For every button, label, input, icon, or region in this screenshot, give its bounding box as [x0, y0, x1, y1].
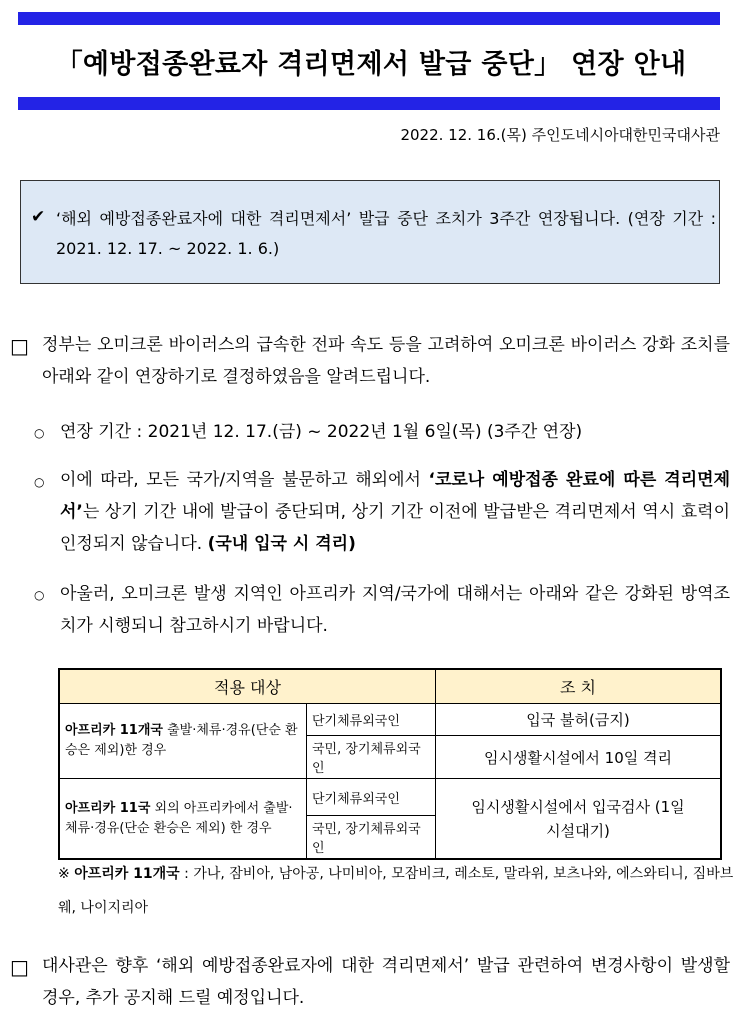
checkmark-icon: ✔ [31, 207, 46, 227]
circle-bullet-icon: ○ [34, 475, 45, 489]
top-blue-bar [18, 12, 720, 25]
group2-measure: 임시생활시설에서 입국검사 (1일 시설대기) [436, 779, 722, 860]
circle-bullet-icon: ○ [34, 588, 45, 602]
group2-type2: 국민, 장기체류외국인 [307, 816, 436, 860]
square-bullet-icon: □ [10, 955, 29, 979]
item2-bold-note: (국내 입국 시 격리) [207, 534, 356, 554]
footnote-text: : 가나, 잠비아, 남아공, 나미비아, 모잠비크, 레소토, 말라위, 보츠나와, 에스와티니, 짐바브웨, 나이지리아 [58, 866, 734, 916]
page-title: 「예방접종완료자 격리면제서 발급 중단」 연장 안내 [55, 49, 687, 80]
group1-type1: 단기체류외국인 [307, 704, 436, 736]
group2-label: 아프리카 11국 외의 아프리카에서 출발·체류·경유(단순 환승은 제외) 한 경우 [59, 779, 307, 860]
group1-label: 아프리카 11개국 출발·체류·경유(단순 환승은 제외)한 경우 [59, 704, 307, 779]
group1-type2: 국민, 장기체류외국인 [307, 736, 436, 779]
reference-mark: ※ [58, 866, 70, 882]
footnote [58, 857, 738, 925]
table-header-row [59, 669, 721, 704]
section1-text: 정부는 오미크론 바이러스의 급속한 전파 속도 등을 고려하여 오미크론 바이러스 강화 조치를 아래와 같이 연장하기로 결정하였음을 알려드립니다. [42, 335, 730, 387]
group1-measure2: 임시생활시설에서 10일 격리 [436, 736, 722, 779]
measures-table [58, 668, 722, 860]
item2-text-before: 이에 따라, 모든 국가/지역을 불문하고 해외에서 [60, 470, 429, 490]
notice-text: ‘해외 예방접종완료자에 대한 격리면제서’ 발급 중단 조치가 3주간 연장됩니다. (연장 기간 : 2021. 12. 17. ~ 2022. 1. 6.) [56, 209, 716, 258]
circle-bullet-icon: ○ [34, 426, 45, 440]
item3-text: 아울러, 오미크론 발생 지역인 아프리카 지역/국가에 대해서는 아래와 같은 강화된 방역조치가 시행되니 참고하시기 바랍니다. [60, 584, 730, 636]
item2-text-middle: 는 상기 기간 내에 발급이 중단되며, 상기 기간 이전에 발급받은 격리면제서 역시 효력이 인정되지 않습니다. [60, 502, 730, 554]
group1-measure1: 입국 불허(금지) [436, 704, 722, 736]
title-underline-bar [18, 97, 720, 110]
notice-box [20, 180, 720, 284]
group2-type1: 단기체류외국인 [307, 779, 436, 816]
dateline: 2022. 12. 16.(목) 주인도네시아대한민국대사관 [400, 126, 720, 144]
header-measure: 조 치 [436, 669, 722, 704]
square-bullet-icon: □ [10, 334, 29, 358]
table-row [59, 704, 721, 736]
item1-text: 연장 기간 : 2021년 12. 17.(금) ~ 2022년 1월 6일(목) (3주간 연장) [60, 422, 583, 442]
footnote-label: 아프리카 11개국 [74, 866, 180, 882]
section2-text: 대사관은 향후 ‘해외 예방접종완료자에 대한 격리면제서’ 발급 관련하여 변경사항이 발생할 경우, 추가 공지해 드릴 예정입니다. [42, 956, 730, 1008]
header-target: 적용 대상 [59, 669, 436, 704]
item2-text [60, 464, 730, 560]
item2-bold-term: ‘코로나 예방접종 완료에 따른 격리면제서’ [60, 470, 730, 522]
table-row [59, 779, 721, 816]
